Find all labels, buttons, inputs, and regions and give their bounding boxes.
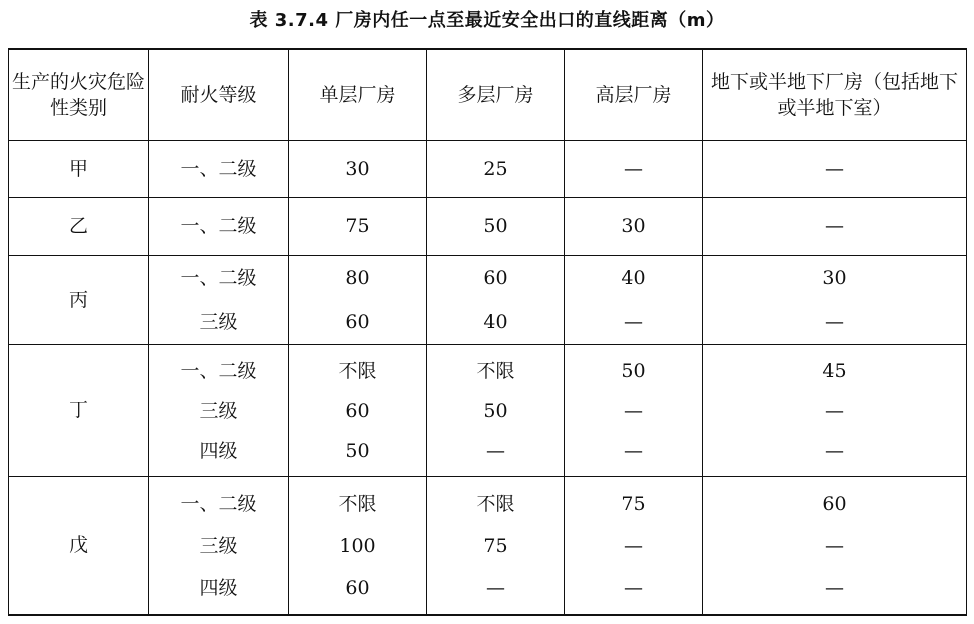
table-row <box>9 255 967 345</box>
table-row <box>9 141 967 198</box>
distance-value: 不限 <box>476 492 515 515</box>
distance-value: — <box>624 534 643 557</box>
table-caption: 表 3.7.4 厂房内任一点至最近安全出口的直线距离（m） <box>249 10 725 31</box>
single-storey-cell: 75 <box>289 198 427 255</box>
distance-value: — <box>825 439 844 462</box>
header-row <box>9 49 967 141</box>
fire-rating-cell <box>149 255 289 345</box>
header-hazard-category: 生产的火灾危险性类别 <box>9 49 149 141</box>
distance-value: 45 <box>822 359 847 382</box>
category-cell: 丙 <box>9 255 149 345</box>
multi-storey-cell: 25 <box>427 141 565 198</box>
distance-value: — <box>825 576 844 599</box>
category-cell: 甲 <box>9 141 149 198</box>
distance-table <box>8 48 967 616</box>
header-fire-rating: 耐火等级 <box>149 49 289 141</box>
distance-value: — <box>825 534 844 557</box>
category-cell: 乙 <box>9 198 149 255</box>
multi-storey-cell <box>427 477 565 615</box>
single-storey-cell <box>289 255 427 345</box>
high-rise-cell <box>565 477 703 615</box>
category-cell: 戊 <box>9 477 149 615</box>
multi-storey-cell <box>427 255 565 345</box>
table-row <box>9 477 967 615</box>
table-row <box>9 345 967 477</box>
underground-cell <box>703 477 967 615</box>
distance-value: 80 <box>345 267 370 289</box>
distance-value: — <box>624 439 643 462</box>
fire-rating-cell: 一、二级 <box>149 141 289 198</box>
underground-cell <box>703 255 967 345</box>
multi-storey-cell <box>427 345 565 477</box>
distance-value: 60 <box>822 492 847 515</box>
distance-value: 50 <box>621 359 646 382</box>
distance-value: 不限 <box>338 359 377 382</box>
underground-cell <box>703 345 967 477</box>
distance-value: — <box>486 576 505 599</box>
fire-rating-cell: 一、二级 <box>149 198 289 255</box>
distance-value: 75 <box>483 534 508 557</box>
single-storey-cell <box>289 477 427 615</box>
fire-rating-value: 三级 <box>199 534 238 557</box>
fire-rating-value: 一、二级 <box>180 492 257 515</box>
distance-value: 50 <box>483 399 508 422</box>
distance-value: 60 <box>483 267 508 289</box>
fire-rating-value: 三级 <box>199 311 238 333</box>
header-high-rise: 高层厂房 <box>565 49 703 141</box>
fire-rating-value: 一、二级 <box>180 359 257 382</box>
distance-value: 50 <box>345 439 370 462</box>
distance-value: 40 <box>621 267 646 289</box>
distance-value: 60 <box>345 576 370 599</box>
underground-cell: — <box>703 198 967 255</box>
distance-value: — <box>486 439 505 462</box>
category-cell: 丁 <box>9 345 149 477</box>
multi-storey-cell: 50 <box>427 198 565 255</box>
distance-value: 60 <box>345 311 370 333</box>
distance-value: — <box>825 399 844 422</box>
fire-rating-value: 四级 <box>199 439 238 462</box>
underground-cell: — <box>703 141 967 198</box>
distance-value: 100 <box>339 534 376 557</box>
single-storey-cell <box>289 345 427 477</box>
header-underground: 地下或半地下厂房（包括地下或半地下室） <box>703 49 967 141</box>
header-multi-storey: 多层厂房 <box>427 49 565 141</box>
fire-rating-cell <box>149 477 289 615</box>
high-rise-cell: — <box>565 141 703 198</box>
table-row <box>9 198 967 255</box>
distance-value: 75 <box>621 492 646 515</box>
high-rise-cell: 30 <box>565 198 703 255</box>
distance-value: — <box>624 399 643 422</box>
fire-rating-value: 一、二级 <box>180 267 257 289</box>
high-rise-cell <box>565 345 703 477</box>
single-storey-cell: 30 <box>289 141 427 198</box>
distance-value: 不限 <box>338 492 377 515</box>
distance-value: 60 <box>345 399 370 422</box>
distance-value: — <box>825 311 844 333</box>
fire-rating-value: 三级 <box>199 399 238 422</box>
distance-value: — <box>624 576 643 599</box>
distance-value: 40 <box>483 311 508 333</box>
fire-rating-cell <box>149 345 289 477</box>
distance-value: 不限 <box>476 359 515 382</box>
fire-rating-value: 四级 <box>199 576 238 599</box>
high-rise-cell <box>565 255 703 345</box>
header-single-storey: 单层厂房 <box>289 49 427 141</box>
distance-value: — <box>624 311 643 333</box>
distance-value: 30 <box>822 267 847 289</box>
